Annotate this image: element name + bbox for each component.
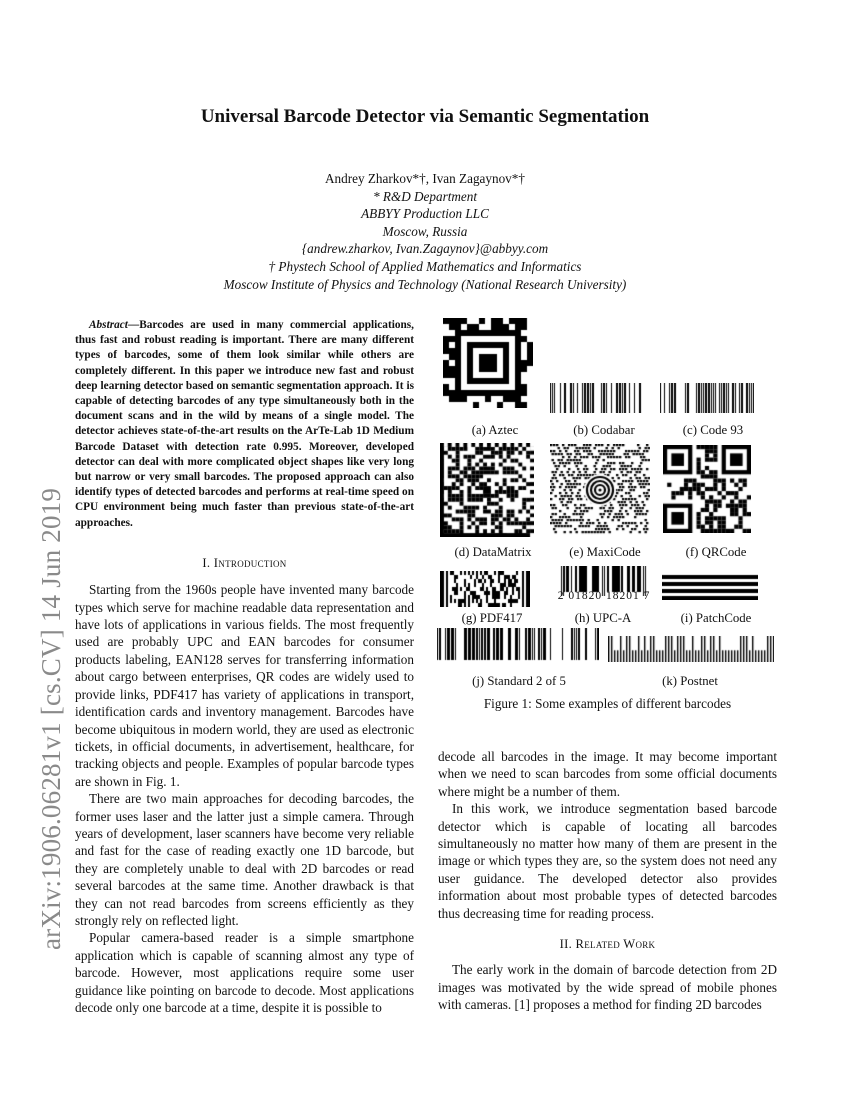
abstract-text: —Barcodes are used in many commercial applications, thus fast and robust reading is important. There are many different types of barcodes, some of them look similar while others are completely different. In this paper we introduce new fast and robust deep learning detector based on semantic segmentation approach. It is capable of detecting barcodes of any type simultaneously both in the document scans and in the wild by means of a single model. The detector achieves state-of-the-art results on the ArTe-Lab 1D Medium Barcode Dataset with detection rate 0.995. Moreover, developed detector can deal with more complicated object shapes like very long but narrow or very small barcodes. The proposed approach can also identify types of detected barcodes and performs at real-time speed on CPU environment being much faster than previous state-of-the-art approaches. xyxy=(75,319,414,529)
related-paragraph-1: The early work in the domain of barcode detection from 2D images was motivated by the wide spread of mobile phones with cameras. [1] proposes a method for finding 2D barcodes xyxy=(438,962,777,1013)
standard-2-of-5-barcode xyxy=(437,628,599,662)
author-names: Andrey Zharkov*†, Ivan Zagaynov*† xyxy=(325,171,525,186)
maxicode-barcode xyxy=(550,444,650,536)
abstract xyxy=(75,318,414,531)
right-column xyxy=(438,748,777,1014)
datamatrix-barcode xyxy=(440,443,534,537)
intro-paragraph-3-continued: decode all barcodes in the image. It may become important when we need to scan barcodes from some official documents where might be a number of them. xyxy=(438,749,777,799)
codabar-barcode xyxy=(550,383,644,413)
label-codabar: (b) Codabar xyxy=(573,423,635,437)
label-code93: (c) Code 93 xyxy=(682,423,744,437)
abstract-label: Abstract xyxy=(89,319,128,331)
upca-digits: 2 01820 18201 7 xyxy=(557,590,651,602)
label-pdf417: (g) PDF417 xyxy=(461,611,523,625)
label-postnet: (k) Postnet xyxy=(662,674,718,688)
figure-caption: Figure 1: Some examples of different barcodes xyxy=(483,696,732,711)
label-upca: (h) UPC-A xyxy=(574,611,632,625)
label-patchcode: (i) PatchCode xyxy=(680,611,752,625)
author-city: Moscow, Russia xyxy=(382,223,468,239)
author-school: † Phystech School of Applied Mathematics and Informatics xyxy=(268,258,582,274)
paper-title: Universal Barcode Detector via Semantic Segmentation xyxy=(200,106,650,127)
intro-paragraph-2: There are two main approaches for decoding barcodes, the former uses laser and the latter just a simple camera. Through years of development, laser scanners have become very reliable and fast for the case of reading exactly one 1D barcode, but they are completely unable to deal with 2D barcodes or read several barcodes at the same time. Another drawback is that they can not read barcodes from screens efficiently as they strongly rely on reflected light. xyxy=(75,791,414,928)
aztec-barcode xyxy=(443,318,533,408)
section-heading-introduction: I. Introduction xyxy=(202,555,287,570)
intro-paragraph-3: Popular camera-based reader is a simple smartphone application which is capable of scanning almost any type of barcode. However, most applications require some user guidance like pointing on barcode to decode. Most applications decode only one barcode at a time, despite it is possible to xyxy=(75,930,414,1015)
label-qrcode: (f) QRCode xyxy=(685,545,747,559)
author-emails: {andrew.zharkov, Ivan.Zagaynov}@abbyy.com xyxy=(301,241,549,257)
code93-barcode xyxy=(660,383,754,413)
left-column xyxy=(75,318,414,1016)
section-heading-related-work: II. Related Work xyxy=(559,937,656,952)
label-aztec: (a) Aztec xyxy=(471,423,519,437)
intro-paragraph-1: Starting from the 1960s people have invented many barcode types which serve for machine readable data representation and have lots of applications in various fields. The most frequently used are probably UPC and EAN barcodes for consumer products labeling, EAN128 serves for transferring information about cargo between enterprises, QR codes are widely used to provide links, PDF417 has variety of applications in transport, identification cards and inventory management. Barcodes have become ubiquitous in modern world, they are used as electronic tickets, in official documents, in advertisement, healthcare, for tracking objects and people. Examples of popular barcode types are shown in Fig. 1. xyxy=(75,582,414,789)
author-dept: * R&D Department xyxy=(372,188,478,204)
label-datamatrix: (d) DataMatrix xyxy=(454,545,532,559)
author-institute: Moscow Institute of Physics and Technology (National Research University) xyxy=(223,276,627,292)
patchcode-barcode xyxy=(662,574,758,600)
author-block xyxy=(0,170,850,293)
postnet-barcode xyxy=(608,636,774,662)
pdf417-barcode xyxy=(440,571,530,607)
label-maxicode: (e) MaxiCode xyxy=(569,545,641,559)
arxiv-stamp: arXiv:1906.06281v1 [cs.CV] 14 Jun 2019 xyxy=(36,487,66,950)
author-company: ABBYY Production LLC xyxy=(361,206,489,222)
intro-paragraph-4: In this work, we introduce segmentation based barcode detector which is capable of locating all barcodes simultaneously no matter how many of them are present in the image or which types they are, so the system does not need any user guidance. The developed detector also provides information about most probable types of detected barcodes thus decreasing time for reading process. xyxy=(438,801,777,921)
label-standard-2-of-5: (j) Standard 2 of 5 xyxy=(472,674,566,688)
qrcode-barcode xyxy=(663,445,751,533)
